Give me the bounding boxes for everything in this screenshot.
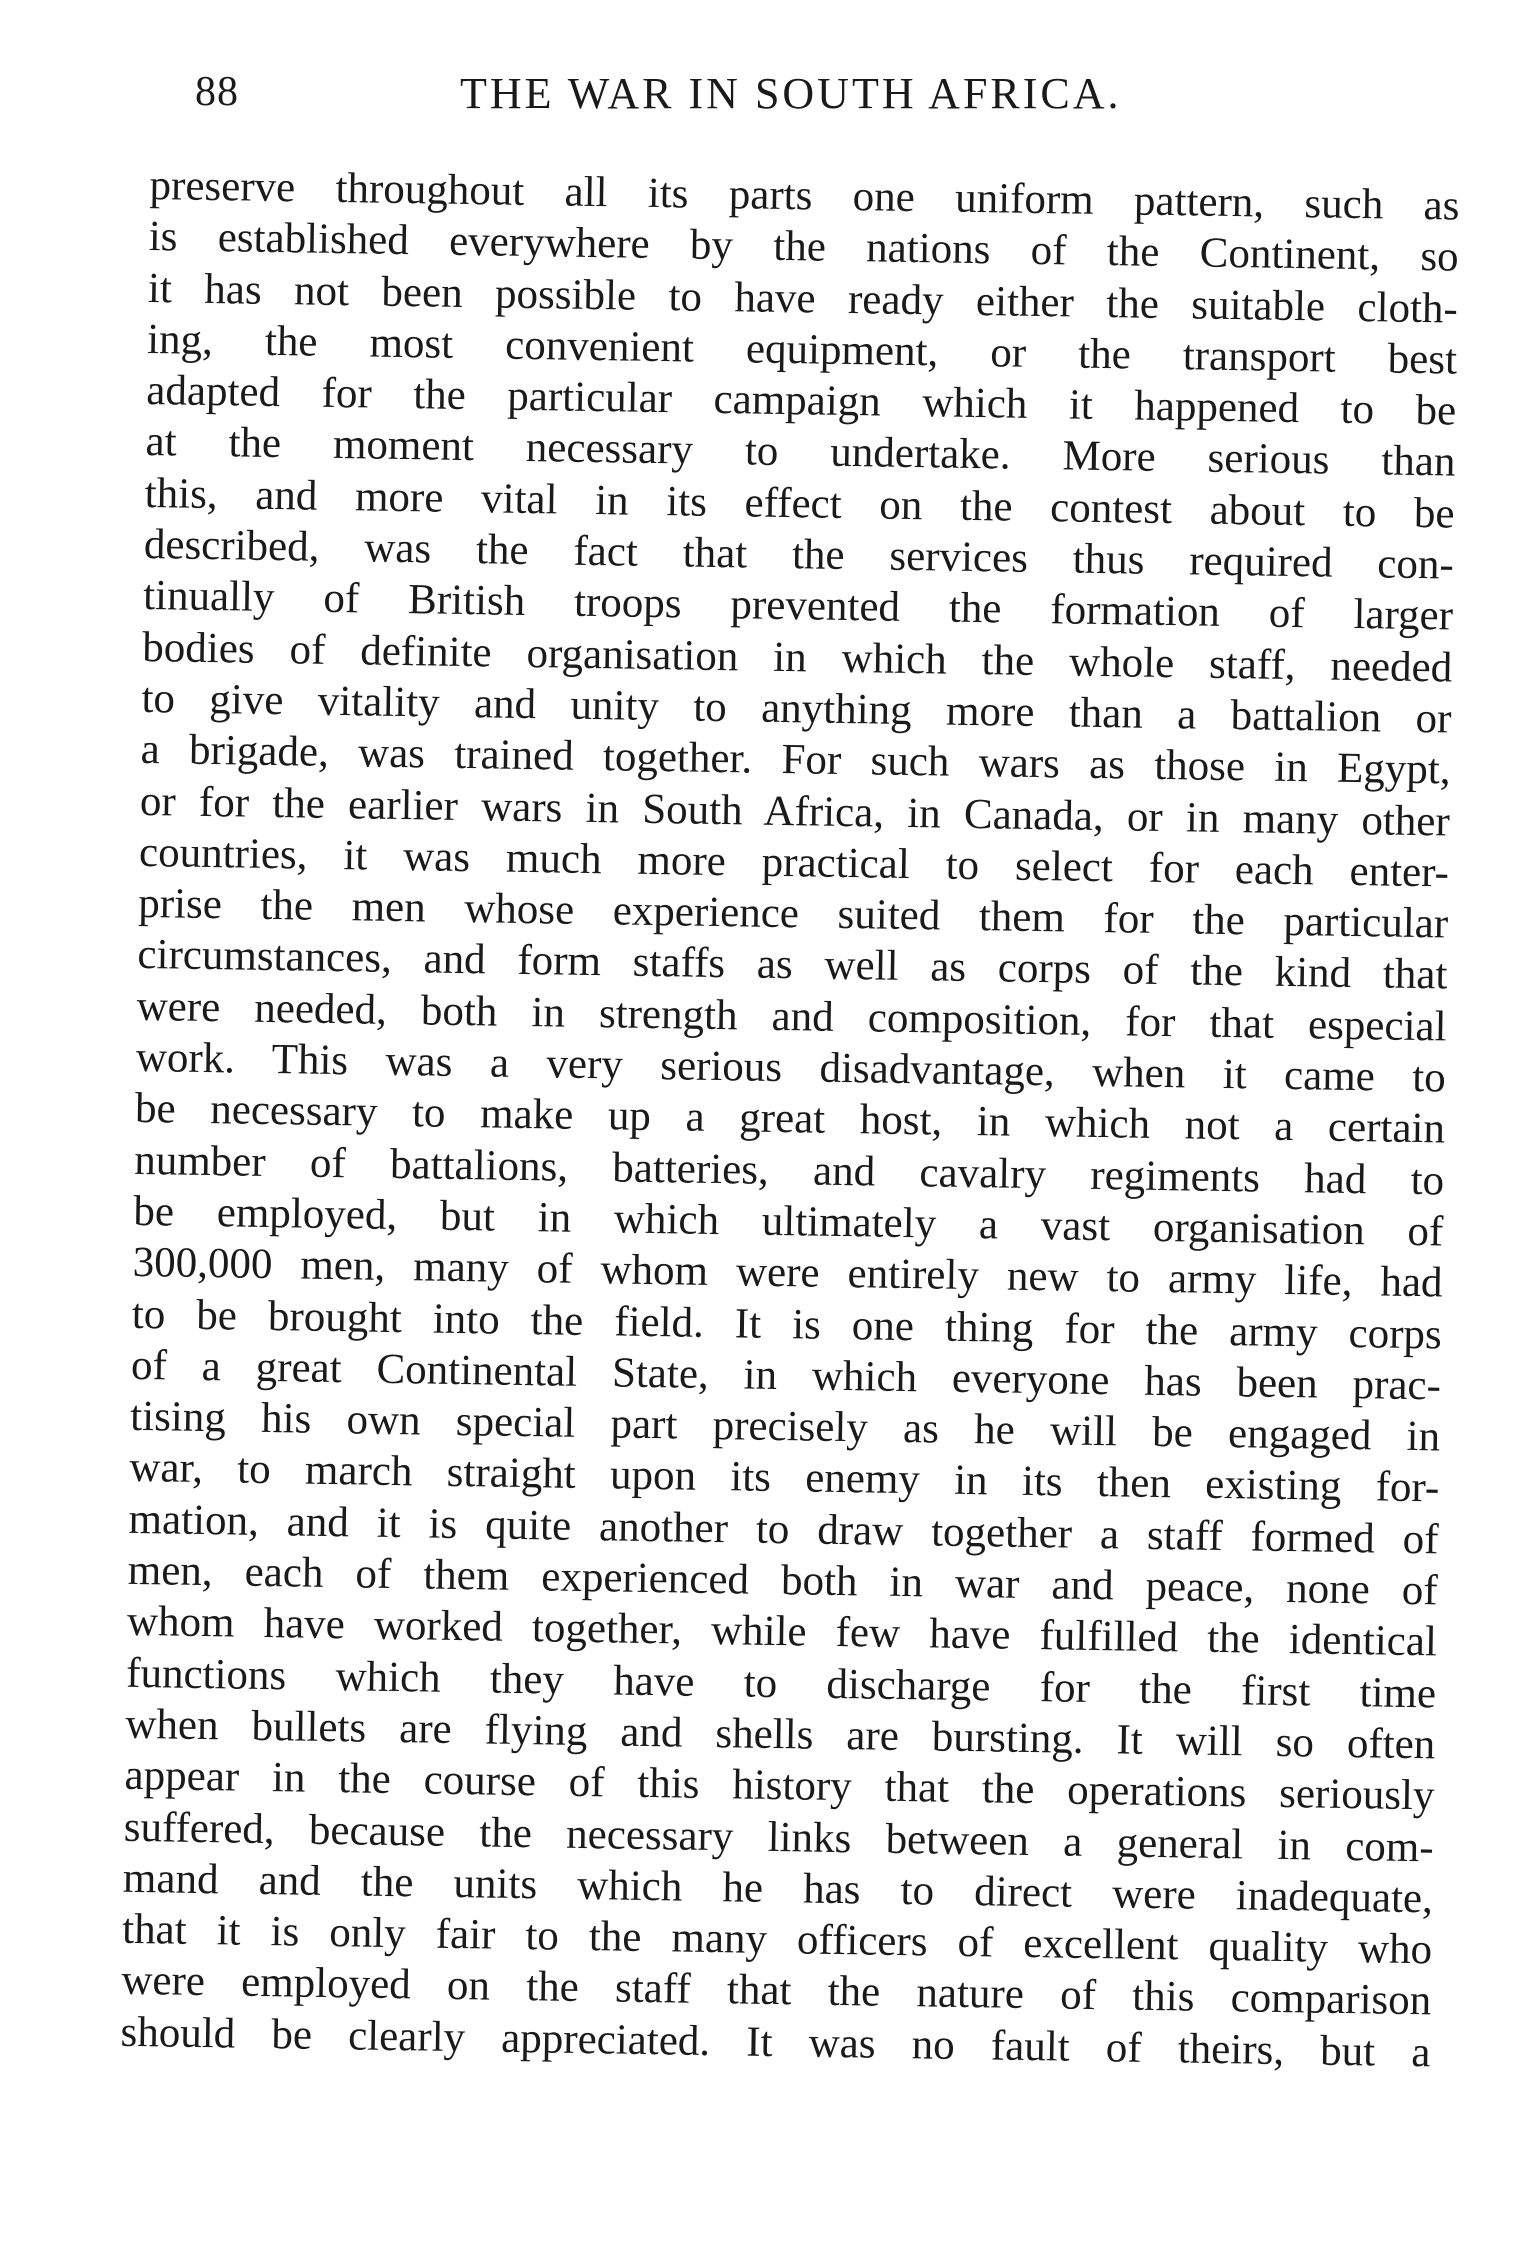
text-line: described, was the fact that the services thus required con- [143,521,1455,589]
text-line: tising his own special part precisely as he will be engaged in [129,1392,1441,1461]
text-line: should be clearly appreciated. It was no fault of theirs, but a [120,2008,1431,2077]
text-line: countries, it was much more practical to select for each enter- [138,828,1450,897]
text-line: to give vitality and unity to anything more than a battalion or [141,674,1452,743]
text-line: that it is only fair to the many officers of excellent quality who [121,1905,1433,1974]
text-line: this, and more vital in its effect on the contest about to be [144,469,1455,538]
text-line: or for the earlier wars in South Africa, in Canada, or in many other [139,777,1451,846]
text-line: mand and the units which he has to direct were inadequate, [122,1854,1434,1923]
page-header [195,68,1465,138]
text-line: a brigade, was trained together. For such wars as those in Egypt, [140,726,1451,794]
text-line: 300,000 men, many of whom were entirely new to army life, had [132,1239,1443,1307]
text-line: prise the men whose experience suited them for the particular [137,880,1449,948]
text-line: were needed, both in strength and composition, for that especial [136,982,1447,1051]
text-line: were employed on the staff that the nature of this comparison [121,1957,1432,2025]
text-line: of a great Continental State, in which everyone has been prac- [130,1341,1442,1410]
text-line: adapted for the particular campaign which it happened to be [146,367,1457,435]
text-line: war, to march straight upon its enemy in its then existing for- [129,1444,1440,1512]
text-line: it has not been possible to have ready either the suitable cloth- [147,264,1459,333]
text-line: functions which they have to discharge for the first time [125,1649,1437,1717]
text-line: appear in the course of this history that the operations seriously [124,1752,1435,1820]
text-line: is established everywhere by the nations of the Continent, so [148,213,1460,281]
text-line: be employed, but in which ultimately a vast organisation of [133,1187,1444,1256]
text-line: when bullets are flying and shells are bursting. It will so often [125,1700,1436,1769]
text-line: circumstances, and form staffs as well as corps of the kind that [137,931,1448,999]
text-line: work. This was a very serious disadvantage, when it came to [135,1033,1447,1102]
text-line: number of battalions, batteries, and cavalry regiments had to [133,1136,1445,1205]
body-text [120,160,1460,2078]
text-line: men, each of them experienced both in war and peace, none of [127,1546,1439,1615]
text-line: preserve throughout all its parts one uniform pattern, such as [149,161,1460,230]
text-line: tinually of British troops prevented the formation of larger [142,572,1454,640]
text-line: at the moment necessary to undertake. More serious than [145,418,1456,487]
running-title: THE WAR IN SOUTH AFRICA. [460,69,1122,118]
text-line: ing, the most convenient equipment, or the transport best [146,315,1458,384]
text-line: to be brought into the field. It is one thing for the army corps [131,1290,1443,1358]
page-number: 88 [195,69,239,115]
text-line: suffered, because the necessary links between a general in com- [123,1803,1435,1871]
text-line: be necessary to make up a great host, in which not a certain [134,1085,1446,1153]
text-line: whom have worked together, while few have fulfilled the identical [126,1598,1438,1666]
text-line: mation, and it is quite another to draw together a staff formed of [128,1495,1439,1564]
text-line: bodies of definite organisation in which the whole staff, needed [141,623,1453,692]
